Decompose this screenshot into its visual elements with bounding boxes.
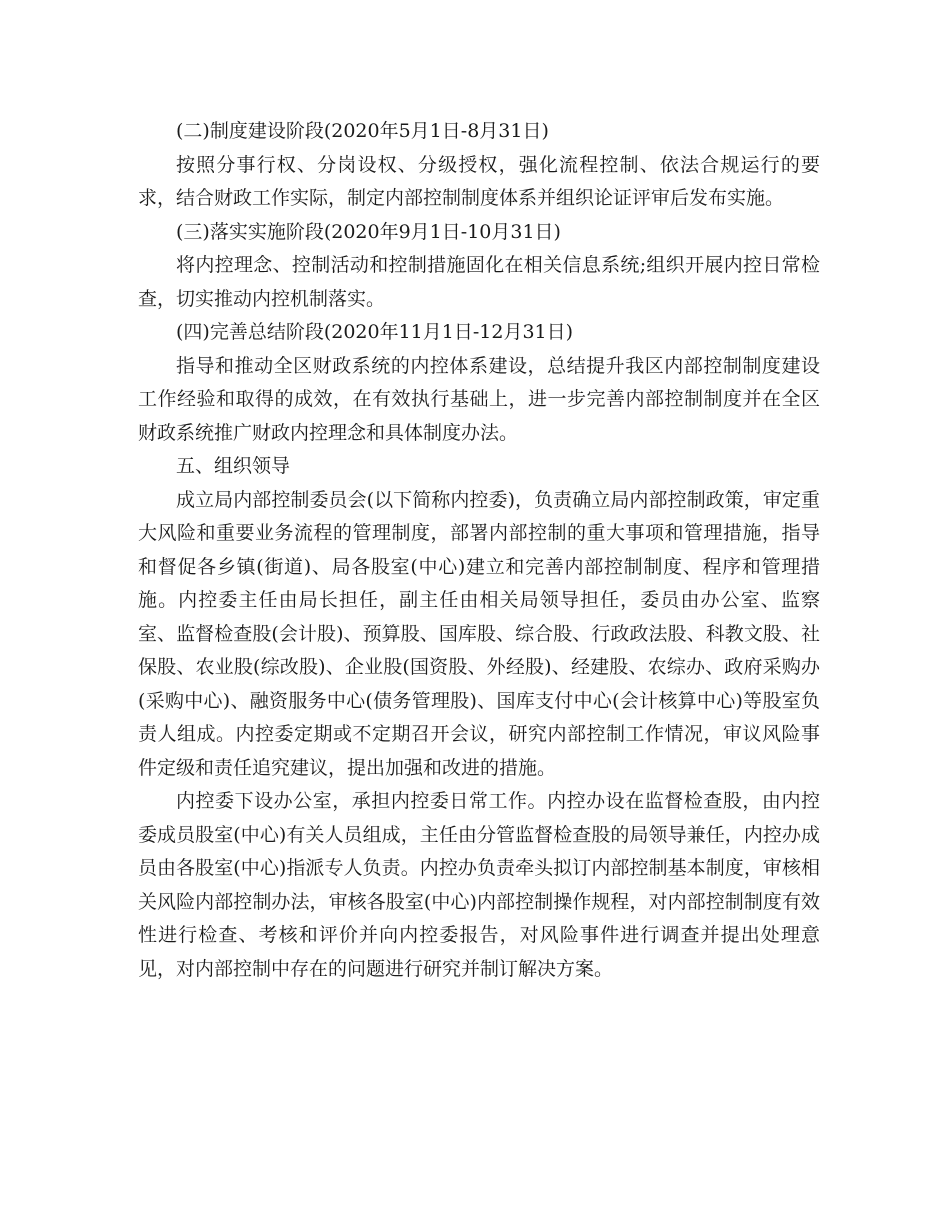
paragraph-committee: 成立局内部控制委员会(以下简称内控委)，负责确立局内部控制政策，审定重大风险和重要业务流程的管理制度，部署内部控制的重大事项和管理措施，指导和督促各乡镇(街道)、局各股室(中心)建立和完善内部控制制度、程序和管理措施。内控委主任由局长担任，副主任由相关局领导担任，委员由办公室、监察室、监督检查股(会计股)、预算股、国库股、综合股、行政政法股、科教文股、社保股、农业股(综改股)、企业股(国资股、外经股)、经建股、农综办、政府采购办(采购中心)、融资服务中心(债务管理股)、国库支付中心(会计核算中心)等股室负责人组成。内控委定期或不定期召开会议，研究内部控制工作情况，审议风险事件定级和责任追究建议，提出加强和改进的措施。 [138,488,820,779]
stage-heading-summary: (四)完善总结阶段(2020年11月1日-12月31日) [176,321,574,343]
paragraph-office: 内控委下设办公室，承担内控委日常工作。内控办设在监督检查股，由内控委成员股室(中心)有关人员组成，主任由分管监督检查股的局领导兼任，内控办成员由各股室(中心)指派专人负责。内控办负责牵头拟订内部控制基本制度，审核相关风险内部控制办法，审核各股室(中心)内部控制操作规程，对内部控制制度有效性进行检查、考核和评价并向内控委报告，对风险事件进行调查并提出处理意见，对内部控制中存在的问题进行研究并制订解决方案。 [138,790,820,980]
paragraph-implementation: 将内控理念、控制活动和控制措施固化在相关信息系统;组织开展内控日常检查，切实推动内控机制落实。 [138,254,820,310]
document-body [138,115,820,986]
paragraph-summary: 指导和推动全区财政系统的内控体系建设，总结提升我区内部控制制度建设工作经验和取得的成效，在有效执行基础上，进一步完善内部控制制度并在全区财政系统推广财政内控理念和具体制度办法。 [138,354,820,444]
stage-heading-implementation: (三)落实实施阶段(2020年9月1日-10月31日) [176,220,561,243]
section-heading-organization: 五、组织领导 [176,455,291,477]
stage-heading-system-construction: (二)制度建设阶段(2020年5月1日-8月31日) [176,120,549,142]
paragraph-system-construction: 按照分事行权、分岗设权、分级授权，强化流程控制、依法合规运行的要求，结合财政工作实际，制定内部控制制度体系并组织论证评审后发布实施。 [138,153,820,209]
